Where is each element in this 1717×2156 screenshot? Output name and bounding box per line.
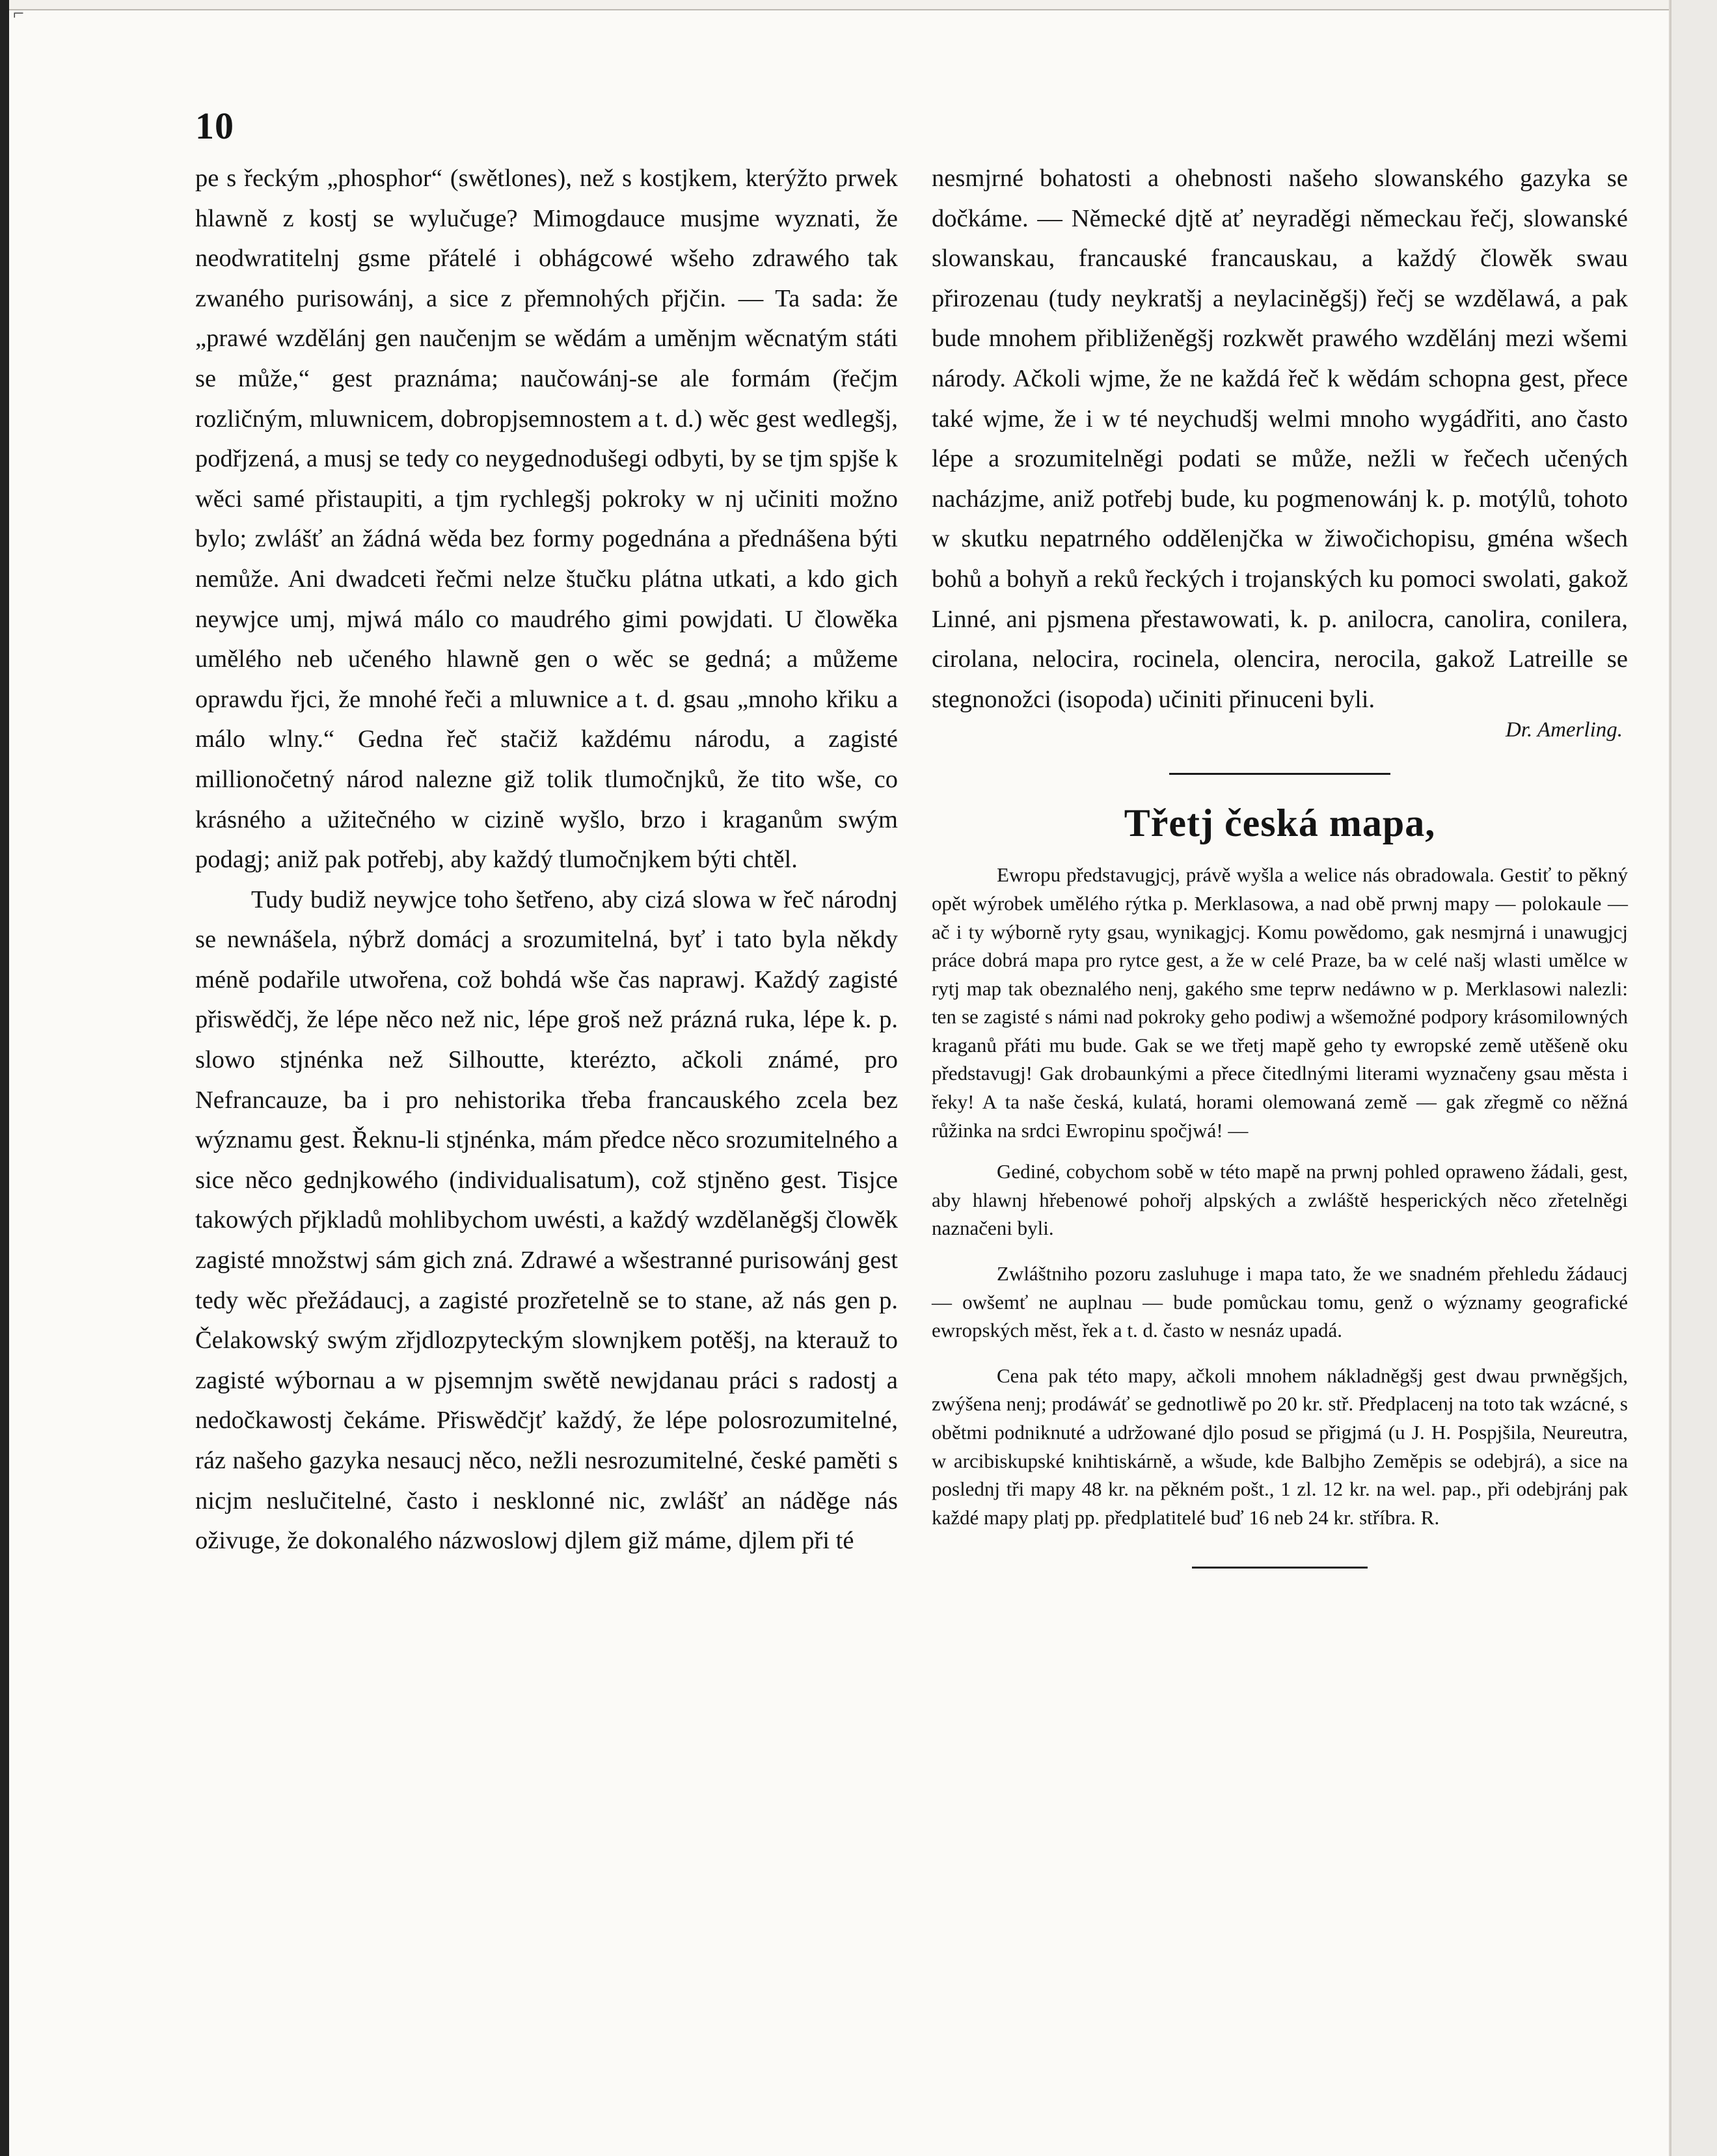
- article-paragraph: Ewropu představugjcj, právě wyšla a welice nás obradowala. Gestiť to pěkný opět wýrobek umělého rýtka p. Merklasowa, a nad obě prwnj mapy — polokaule — ač i ty wýborně ryty gsau, wynikagjcj. Komu powědomo, gak nesmjrná i unawugjcj práce dobrá mapa pro rytce gest, a že w celé Praze, ba w celé našj wlasti umělce w rytj map tak obeznalého nenj, gakého sme teprw nedáwno w p. Merklasowi nalezli: ten se zagisté s námi nad pokroky geho podiwj a wšemožné podpory krásomilowných kraganů přáti mu bude. Gak se we třetj mapě geho ty ewropské země utěšeně oku představugj! Gak drobaunkými a přece čitedlnými literami wyznačeny gsau města i řeky! A ta naše česká, kulatá, horami olemowaná země — gak zřegmě co něžná růžinka na srdci Ewropinu spočjwá! —: [932, 863, 1628, 1142]
- author-signature: Dr. Amerling.: [1506, 718, 1623, 742]
- scan-right-margin: [1670, 0, 1717, 2156]
- right-column: [932, 159, 1628, 1569]
- page-number: 10: [195, 105, 234, 147]
- paragraph-continuation: nesmjrné bohatosti a ohebnosti našeho slowanského gazyka se dočkáme. — Německé djtě ať neyraděgi německau řečj, slowanské slowanskau, francauské francauskau, a každý člowěk swau přirozenau (tudy neykratšj a neylaciněgšj) řečj se wzdělawá, a pak bude mnohem přibliženěgšj rozkwět prawého wzdělánj mezi wšemi národy. Ačkoli wjme, že ne každá řeč k wědám schopna gest, přece také wjme, že i w té neychudšj welmi mnoho wygádřiti, ano často lépe a srozumitelněgi podati se může, nežli w řečech učených nacházjme, aniž potřebj bude, ku pogmenowánj k. p. motýlů, tohoto w skutku nepatrného oddělenjčka w žiwočichopisu, gména wšech bohů a bohyň a reků řeckých i trojanských ku pomoci swolati, gakož Linné, ani pjsmena přestawowati, k. p. anilocra, canolira, conilera, cirolana, nelocira, rocinela, olencira, nerocila, gakož Latreille se stegnonožci (isopoda) učiniti přinuceni byli.: [932, 165, 1628, 713]
- paragraph: pe s řeckým „phosphor“ (swětlones), než s kostjkem, kterýžto prwek hlawně z kostj se wylučuge? Mimogdauce musjme wyznati, že neodwratitelnj gsme přátelé i obhágcowé wšeho zdrawého tak zwaného purisowánj, a sice z přemnohých přjčin. — Ta sada: že „prawé wzdělánj gen naučenjm se wědám a uměnjm wěcnatým státi se může,“ gest praznáma; naučowánj-se ale formám (řečjm rozličným, mluwnicem, dobropjsemnostem a t. d.) wěc gest wedlegšj, podřjzená, a musj se tedy co neygednodušegi odbyti, by se tjm spjše k wěci samé přistaupiti, a tjm rychlegšj pokroky w nj učiniti možno bylo; zwlášť an žádná wěda bez formy pogednána a přednášena býti nemůže. Ani dwadceti řečmi nelze štučku plátna utkati, a kdo gich neywjce umj, mjwá málo co maudrého gimi powjdati. U člowěka umělého neb učeného hlawně gen o wěc se gedná; a můžeme oprawdu řjci, že mnohé řeči a mluwnice a t. d. gsau „mnoho křiku a málo wlny.“ Gedna řeč stačiž každému národu, a zagisté millionočetný národ nalezne giž tolik tlumočnjků, že tito wše, co krásného a užitečného w cizině wyšlo, brzo i kraganům swým podagj; aniž pak potřebj, aby každý tlumočnjkem býti chtěl.: [195, 165, 898, 874]
- left-column: [195, 159, 898, 1561]
- article-paragraph: Cena pak této mapy, ačkoli mnohem nákladněgšj gest dwau prwněgšjch, zwýšena nenj; prodáwáť se gednotliwě po 20 kr. stř. Předplacenj na toto tak wzácné, s obětmi podniknuté a udržowané djlo posud se přigjmá (u J. H. Pospjšila, Neureutra, w arcibiskupské knihtiskárně, a wšude, kde Balbjho Zeměpis se odebjrá), a sice na poslednj tři mapy 48 kr. na pěkném pošt., 1 zl. 12 kr. na wel. pap., při odebjránj pak každé mapy platj pp. předplatitelé buď 16 neb 24 kr. stříbra. R.: [932, 1364, 1628, 1529]
- article-paragraph: Gediné, cobychom sobě w této mapě na prwnj pohled oprawenо žádali, gest, aby hlawnj hřebenowé pohořj alpských a zwláště hesperických něco zřetelněgi naznačeni byli.: [932, 1160, 1628, 1240]
- end-divider: [1192, 1567, 1368, 1569]
- section-divider: [1169, 773, 1390, 775]
- paragraph: Tudy budiž neywjce toho šetřeno, aby cizá slowa w řeč národnj se newnášela, nýbrž domácj a srozumitelná, byť i tato byla někdy méně podařile utwořena, což bohdá wše čas naprawj. Každý zagisté přiswědčj, že lépe něco než nic, lépe groš než prázná ruka, lépe k. p. slowo stjnénka než Silhoutte, kterézto, ačkoli známé, pro Nefrancauze, ba i pro nehistorika třeba francauského zcela bez wýznamu gest. Řeknu-li stjnénka, mám předce něco srozumitelného a sice něco gednjkowého (individualisatum), což stjněno gest. Tisjce takowých přjkladů mohlibychom uwésti, a každý wzdělaněgšj člowěk zagisté množstwj sám gich zná. Zdrawé a wšestranné purisowánj gest tedy wěc přežádaucj, a zagisté prozřetelně se to stane, až nás gen p. Čelakowský swým zřjdlozpyteckým slownjkem potěšj, na kterauž to zagisté wýbornau a w pjsemnjm swětě newjdanau práci s radostj a nedočkawostj čekáme. Přiswědčjť každý, že lépe polosrozumitelné, ráz našeho gazyka nesaucj něco, nežli nesrozumitelné, české paměti s nicjm neslučitelné, často i nesklonné nic, zwlášť an náděge nás oživuge, že dokonalého názwoslowj djlem giž máme, djlem při té: [195, 885, 898, 1555]
- corner-mark-icon: ⌐: [13, 3, 24, 24]
- article-title: Třetj česká mapa,: [1124, 802, 1436, 845]
- scan-top-edge: [9, 0, 1671, 10]
- article-paragraph: Zwláštniho pozoru zasluhuge i mapa tato, že we snadném přehledu žádaucj — owšemť ne auplnau — bude pomůckau tomu, genž o wýznamy geografické ewropských měst, řek a t. d. často w nesnáz upadá.: [932, 1262, 1628, 1342]
- scan-left-edge: [0, 0, 9, 2156]
